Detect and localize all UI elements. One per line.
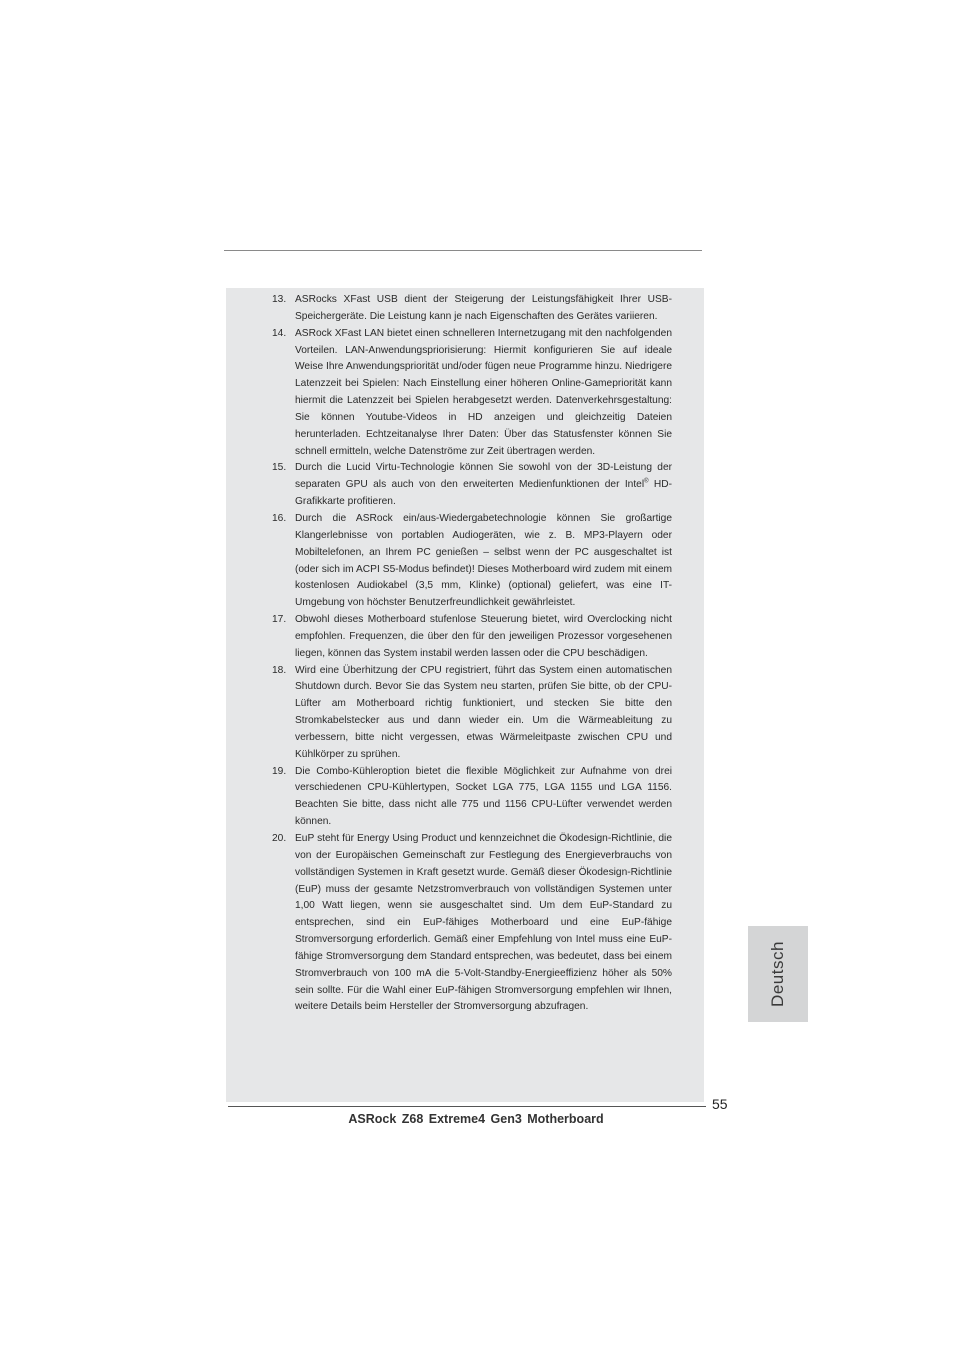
list-item [268,511,672,612]
item-text [295,460,672,511]
item-number: 20. [272,833,287,844]
list-item [268,292,672,326]
item-text-part: Durch die Lucid Virtu-Technologie können Sie sowohl von der 3D-Leistung der separaten GPU als auch von den erweiterten Medienfunktionen der Intel [295,462,672,491]
list-item [268,326,672,461]
item-text: Wird eine Überhitzung der CPU registriert, führt das System einen automatischen Shutdown durch. Bevor Sie das System neu starten, prüfen Sie bitte, ob der CPU-Lüfter am Motherboard richtig funktioniert, und stecken Sie bitte den Stromkabelstecker aus und dann wieder ein. Um die Wärmeableitung zu verbessern, bitte nicht vergessen, etwas Wärmeleitpaste zwischen CPU und Kühlkörper zu sprühen. [295,664,672,760]
language-tab-label: Deutsch [768,941,787,1007]
item-number: 18. [272,664,287,676]
item-number: 19. [272,765,287,777]
item-number: 17. [272,614,287,626]
feature-notes-list [268,292,672,1016]
item-number: 15. [272,462,287,474]
footer-divider [228,1106,706,1107]
item-number: 13. [272,294,287,305]
item-number: 14. [272,327,287,339]
item-text-part: HD-Grafikkarte profitieren. [295,479,672,508]
item-text: EuP steht für Energy Using Product und kennzeichnet die Ökodesign-Richtlinie, die von der Europäischen Gemeinschaft zur Festlegung des Energieverbrauchs von vollständigen Systemen in Kraft gesetzt wurde. Gemäß dieser Ökodesign-Richtlinie (EuP) muss der gesamte Netzstromverbrauch von vollständigen Systemen unter 1,00 Watt liegen, wenn sie ausgeschaltet sind. Um dem EuP-Standard zu entsprechen, sind ein EuP-fähiges Motherboard und eine EuP-fähige Stromversorgung erforderlich. Gemäß einer Empfehlung von Intel muss eine EuP-fähige Stromversorgung dem Standard entsprechen, was bedeutet, dass bei einem Stromverbrauch von 100 mA die 5-Volt-Standby-Energieeffizienz höher als 50% sein sollte. Für die Wahl einer EuP-fähigen Stromversorgung empfehlen wir Ihnen, weitere Details beim Hersteller der Stromversorgung abzufragen. [295,833,672,1013]
header-divider [224,250,702,251]
list-item [268,612,672,663]
item-text: ASRocks XFast USB dient der Steigerung der Leistungsfähigkeit Ihrer USB-Speichergeräte. Die Leistung kann je nach Eigenschaften des Gerätes variieren. [295,294,672,322]
footer-title: ASRock Z68 Extreme4 Gen3 Motherboard [348,1112,604,1126]
language-tab [748,926,808,1022]
item-number: 16. [272,512,287,524]
item-text: Durch die ASRock ein/aus-Wiedergabetechnologie können Sie großartige Klangerlebnisse von portablen Audiogeräten, wie z. B. MP3-Playern oder Mobiltelefonen, an Ihrem PC genießen – selbst wenn der PC ausgeschaltet ist (oder sich im ACPI S5-Modus befindet)! Dieses Motherboard wird zudem mit einem kostenlosen Audiokabel (3,5 mm, Klinke) (optional) geliefert, was eine IT-Umgebung von höchster Benutzerfreundlichkeit gewährleistet. [295,512,672,609]
registered-mark: ® [644,478,649,485]
item-text: Obwohl dieses Motherboard stufenlose Steuerung bietet, wird Overclocking nicht empfohlen. Frequenzen, die über den für den jeweiligen Prozessor vorgesehenen liegen, können das System instabil werden lassen oder die CPU beschädigen. [295,614,672,659]
item-text: Die Combo-Kühleroption bietet die flexible Möglichkeit zur Aufnahme von drei verschiedenen CPU-Kühlertypen, Socket LGA 775, LGA 1155 und LGA 1156. Beachten Sie bitte, dass nicht alle 775 und 1156 CPU-Lüfter verwendet werden können. [295,765,672,828]
item-text: ASRock XFast LAN bietet einen schnelleren Internetzugang mit den nachfolgenden Vorteilen. LAN-Anwendungspriorisierung: Hiermit konfigurieren Sie auf ideale Weise Ihre Anwendungspriorität und/oder fügen neue Programme hinzu. Niedrigere Latenzzeit bei Spielen: Nach Einstellung einer höheren Online-Gamepriorität kann hiermit die Latenzzeit bei Spielen herabgesetzt werden. Datenverkehrsgestaltung: Sie können Youtube-Videos in HD anzeigen und gleichzeitig Dateien herunterladen. Echtzeitanalyse Ihrer Daten: Über das Statusfenster können Sie schnell ermitteln, welche Datenströme zur Zeit übertragen werden. [295,327,672,457]
list-item [268,460,672,511]
list-item [268,764,672,831]
page-number: 55 [712,1096,728,1112]
list-item [268,831,672,1016]
list-item [268,663,672,764]
